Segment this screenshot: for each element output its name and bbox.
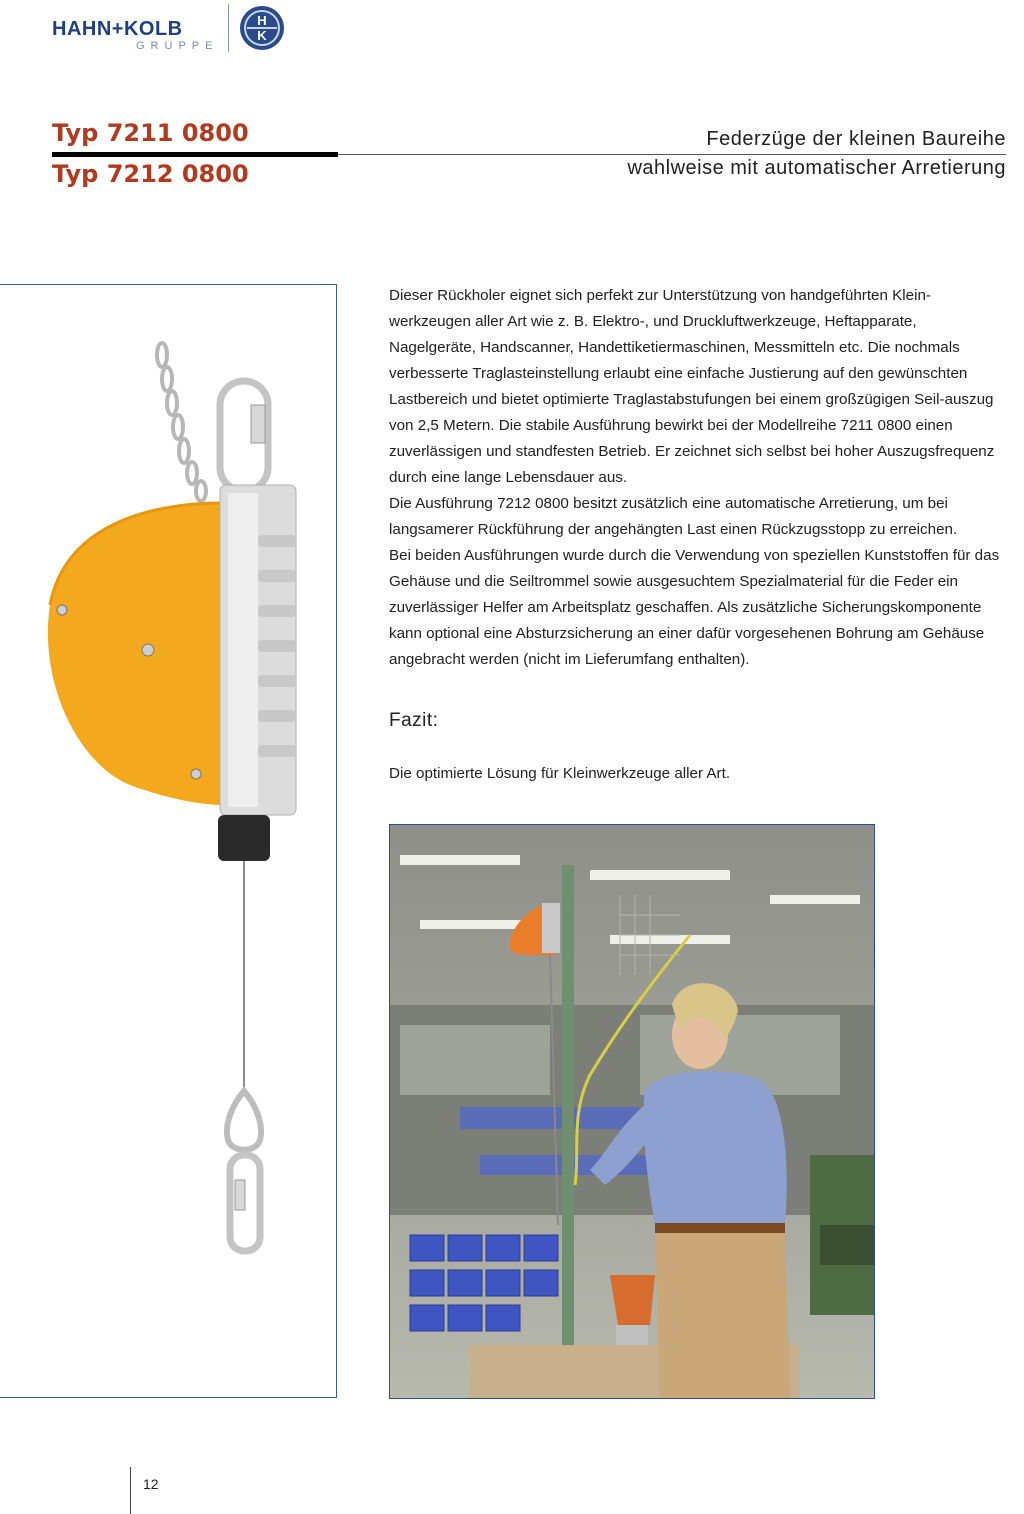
brand-badge-icon [238,4,286,52]
description-paragraph-3: Bei beiden Ausführungen wurde durch die Verwendung von speziellen Kunststoffen für das Gehäuse und die Seiltrommel sowie ausgesuchtem Spezialmaterial für die Feder ein zuverlässiger Helfer am Arbeitsplatz geschaffen. Als zusätzliche Sicherungskomponente kann optional eine Absturzsicherung an einer dafür vorgesehenen Bohrung am Gehäuse angebracht werden (nicht im Lieferumfang enthalten). [389,547,1000,668]
page-number-rule [130,1467,131,1514]
header-subtitle-2: wahlweise mit automatischer Arretierung [627,157,1006,179]
page-number: 12 [143,1476,159,1492]
spring-balancer-image [0,285,336,1397]
product-type-title-1: Typ 7211 0800 [52,119,249,147]
logo-divider [228,4,229,52]
description-paragraph-1: Dieser Rückholer eignet sich perfekt zur Unterstützung von handgeführten Klein-werkzeugen aller Art wie z. B. Elektro-, und Druckluftwerkzeuge, Heftapparate, Nagelgeräte, Handscanner, Handettiketiermaschinen, Messmitteln etc. Die nochmals verbesserte Traglasteinstellung erlaubt eine einfache Justierung auf den gewünschten Lastbereich und bietet optimierte Traglastabstufungen bei einem großzügigen Seil-auszug von 2,5 Metern. Die stabile Ausführung bewirkt bei der Modellreihe 7211 0800 einen zuverlässigen und standfesten Betrieb. Er zeichnet sich selbst bei hoher Auszugsfrequenz durch eine lange Lebensdauer aus. [389,287,995,486]
description-paragraph-2: Die Ausführung 7212 0800 besitzt zusätzlich eine automatische Arretierung, um bei langsamerer Rückführung der angehängten Last einen Rückzugsstopp zu erreichen. [389,495,958,538]
workshop-photo [389,824,875,1399]
brand-logo-text: HAHN+KOLB [52,18,183,40]
badge-letter-top: H [257,13,267,28]
product-image-frame [0,284,337,1398]
workshop-photo-illustration [390,825,874,1398]
fazit-text: Die optimierte Lösung für Kleinwerkzeuge aller Art. [389,765,731,782]
header-thick-rule [52,152,338,157]
brand-logo-subtitle: GRUPPE [136,40,219,52]
badge-letter-bottom: K [257,28,267,43]
product-type-title-2: Typ 7212 0800 [52,160,249,188]
header-subtitle-1: Federzüge der kleinen Baureihe [706,128,1006,150]
header-thin-rule [338,154,1006,155]
fazit-heading: Fazit: [389,710,439,731]
product-description [389,283,1007,673]
